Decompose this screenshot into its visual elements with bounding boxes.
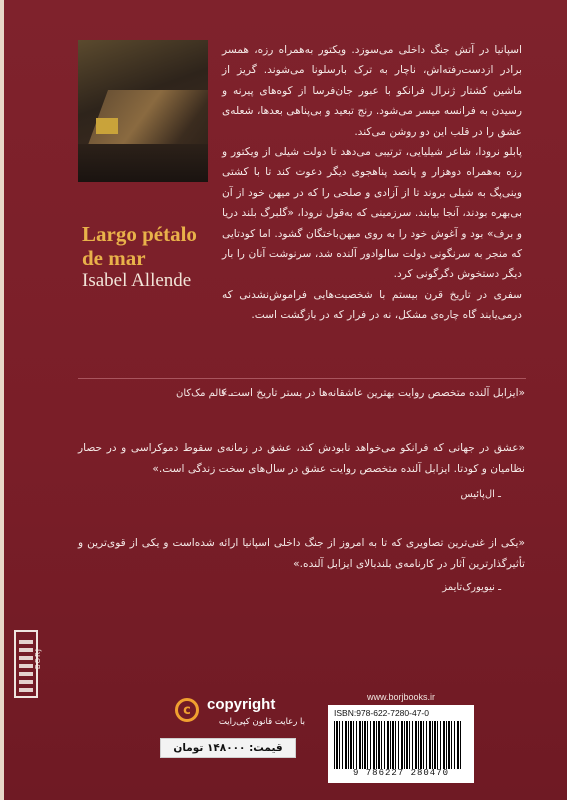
crowd-image [78, 144, 208, 182]
review-quote [78, 383, 525, 404]
review-quote [78, 438, 525, 505]
review-quote-text: «عشق در جهانی که فرانکو می‌خواهد نابودش کند، عشق در زمانه‌ی سقوط دموکراسی و در حصار نظامیان و کودتا. ایزابل آلنده متخصص روایت عشق در سال‌های سخت زندگی است.» [78, 442, 525, 475]
spine-edge [0, 0, 4, 800]
section-divider [78, 378, 526, 379]
cover-photo [78, 40, 208, 182]
copyright-notice [175, 696, 305, 736]
barcode [328, 705, 474, 783]
publisher-website: www.borjbooks.ir [366, 692, 436, 702]
copyright-label: copyright [207, 696, 276, 713]
synopsis [222, 40, 522, 326]
book-title: Largo pétalo de mar [82, 222, 197, 270]
review-quote-source: ـ کالم مک‌کان [176, 388, 233, 399]
synopsis-paragraph: اسپانیا در آتش جنگ داخلی می‌سوزد. ویکتور به‌همراه رزه، همسر برادر ازدست‌رفته‌اش، ناچار به ترک بارسلونا می‌شوند. گریز از ماشین کشتار ژنرال فرانکو با عبور جان‌فرسا از کوه‌های پیرنه و رسیدن به فرانسه میسر می‌شود. رنج تبعید و بی‌پناهی بعدها، شعله‌ی عشق را در قلب این دو روشن می‌کند. [222, 44, 522, 138]
book-author: Isabel Allende [82, 270, 192, 291]
copyright-note: با رعایت قانون کپی‌رایت [218, 717, 305, 727]
review-quote-source: ـ ال‌پائیس [460, 489, 501, 500]
barcode-bars [334, 721, 462, 769]
synopsis-paragraph: سفری در تاریخ قرن بیستم با شخصیت‌هایی فراموش‌نشدنی که درمی‌یابند گاه چاره‌ی مشکل، نه در فرار که در بازگشت است. [222, 288, 522, 322]
review-quote-text: «ایزابل آلنده متخصص روایت بهترین عاشقانه‌ها در بستر تاریخ است.» [220, 387, 525, 399]
synopsis-paragraph: پابلو نرودا، شاعر شیلیایی، ترتیبی می‌دهد تا دولت شیلی از ویکتور و رزه به‌همراه دوهزار و پانصد پناهجوی دیگر دعوت کند تا با کشتی وینی‌پگ به شیلی بروند تا از آزادی و صلحی را که در میهن خود از آن بی‌بهره بودند، آنجا بیابند. سرزمینی که به‌قول نرودا، «گلبرگ بلند دریا و برف» بود و آغوش خود را به روی میهن‌باختگان گشود. اما کودتایی که منجر به سرنگونی دولت سالوادور آلنده شد، سرنوشت آنان را بار دیگر دستخوش دگرگونی کرد. [222, 146, 522, 281]
publisher-logo-mark [19, 636, 33, 692]
isbn-text: ISBN:978-622-7280-47-0 [334, 708, 429, 718]
review-quote [78, 533, 525, 598]
price-label: قیمت: ۱۴۸۰۰۰ تومان [160, 738, 296, 758]
publisher-logo-text: BORJ [34, 648, 42, 670]
copyright-icon: c [175, 698, 199, 722]
barcode-digits: 9 786227 280470 [352, 768, 449, 778]
review-quote-source: ـ نیویورک‌تایمز [442, 582, 501, 593]
flag-image [96, 118, 118, 134]
review-quote-text: «یکی از غنی‌ترین تصاویری که تا به امروز از جنگ داخلی اسپانیا ارائه شده‌است و یکی از قوی‌ترین و تأثیرگذارترین آثار در کارنامه‌ی بلندبالای ایزابل آلنده.» [78, 537, 525, 570]
